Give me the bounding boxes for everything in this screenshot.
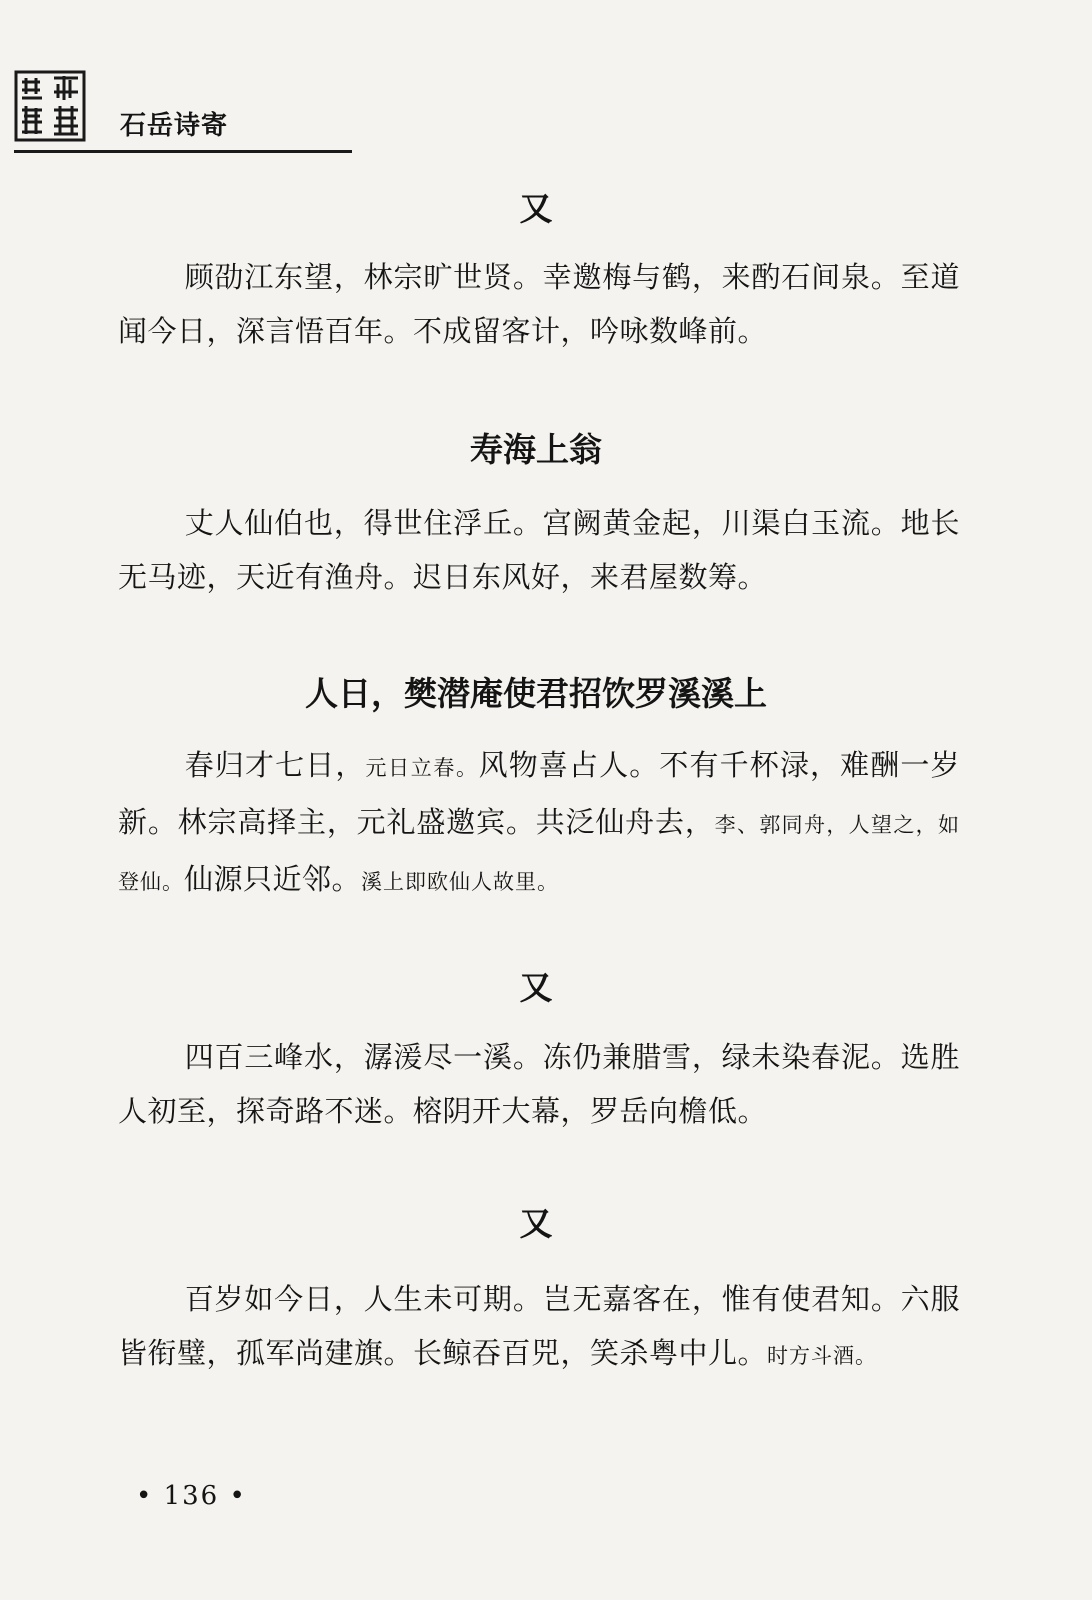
- seal-stamp: [14, 70, 86, 142]
- poem-text: [118, 738, 960, 909]
- poem-text-segment: 百岁如今日，人生未可期。岂无嘉客在，惟有使君知。六服皆衔璧，孤军尚建旗。长鲸吞百兕，笑杀粤中儿。: [118, 1282, 960, 1370]
- poem-line: 四百三峰水，潺湲尽一溪。冻仍兼腊雪，绿未染春泥。: [184, 1040, 901, 1074]
- poem-note: 李、郭同舟，人望之，如登仙。: [118, 813, 960, 894]
- poem-text: [118, 1030, 960, 1138]
- poem-text: [118, 250, 960, 358]
- poem-line: 至道闻今日，深言悟百年。不成留客计，吟咏数峰前。: [118, 260, 960, 348]
- page-number: • 136 •: [136, 1481, 247, 1511]
- poem-text: [118, 496, 960, 604]
- seal-icon: [14, 70, 86, 142]
- poem-text-segment: 春归才七日，: [184, 748, 366, 782]
- poem-text-segment: 仙源只近邻。: [184, 862, 362, 896]
- poem-title: 人日，樊潜庵使君招饮罗溪溪上: [305, 674, 767, 713]
- running-title: 石岳诗寄: [120, 111, 229, 141]
- poem-title: 寿海上翁: [470, 430, 602, 469]
- poem-line: 顾劭江东望，林宗旷世贤。幸邀梅与鹤，来酌石间泉。: [184, 260, 901, 294]
- poem-line: 地长无马迹，天近有渔舟。迟日东风好，来君屋数筹。: [118, 506, 960, 594]
- poem-line: 丈人仙伯也，得世住浮丘。宫阙黄金起，川渠白玉流。: [184, 506, 901, 540]
- header-rule: [14, 150, 352, 153]
- poem-title: 又: [519, 1204, 553, 1243]
- poem-text-segment: 风物喜占人。不有千杯渌，难酬一岁新。林宗高择主，元礼盛邀宾。共泛仙舟去，: [118, 748, 960, 839]
- poem-note: 时方斗酒。: [767, 1344, 878, 1368]
- poem-note: 溪上即欧仙人故里。: [361, 870, 560, 894]
- poem-title: 又: [519, 968, 553, 1007]
- poem-line: 选胜人初至，探奇路不迷。榕阴开大幕，罗岳向檐低。: [118, 1040, 960, 1128]
- poem-title: 又: [519, 189, 553, 228]
- poem-text: [118, 1272, 960, 1383]
- poem-note: 元日立春。: [365, 756, 479, 780]
